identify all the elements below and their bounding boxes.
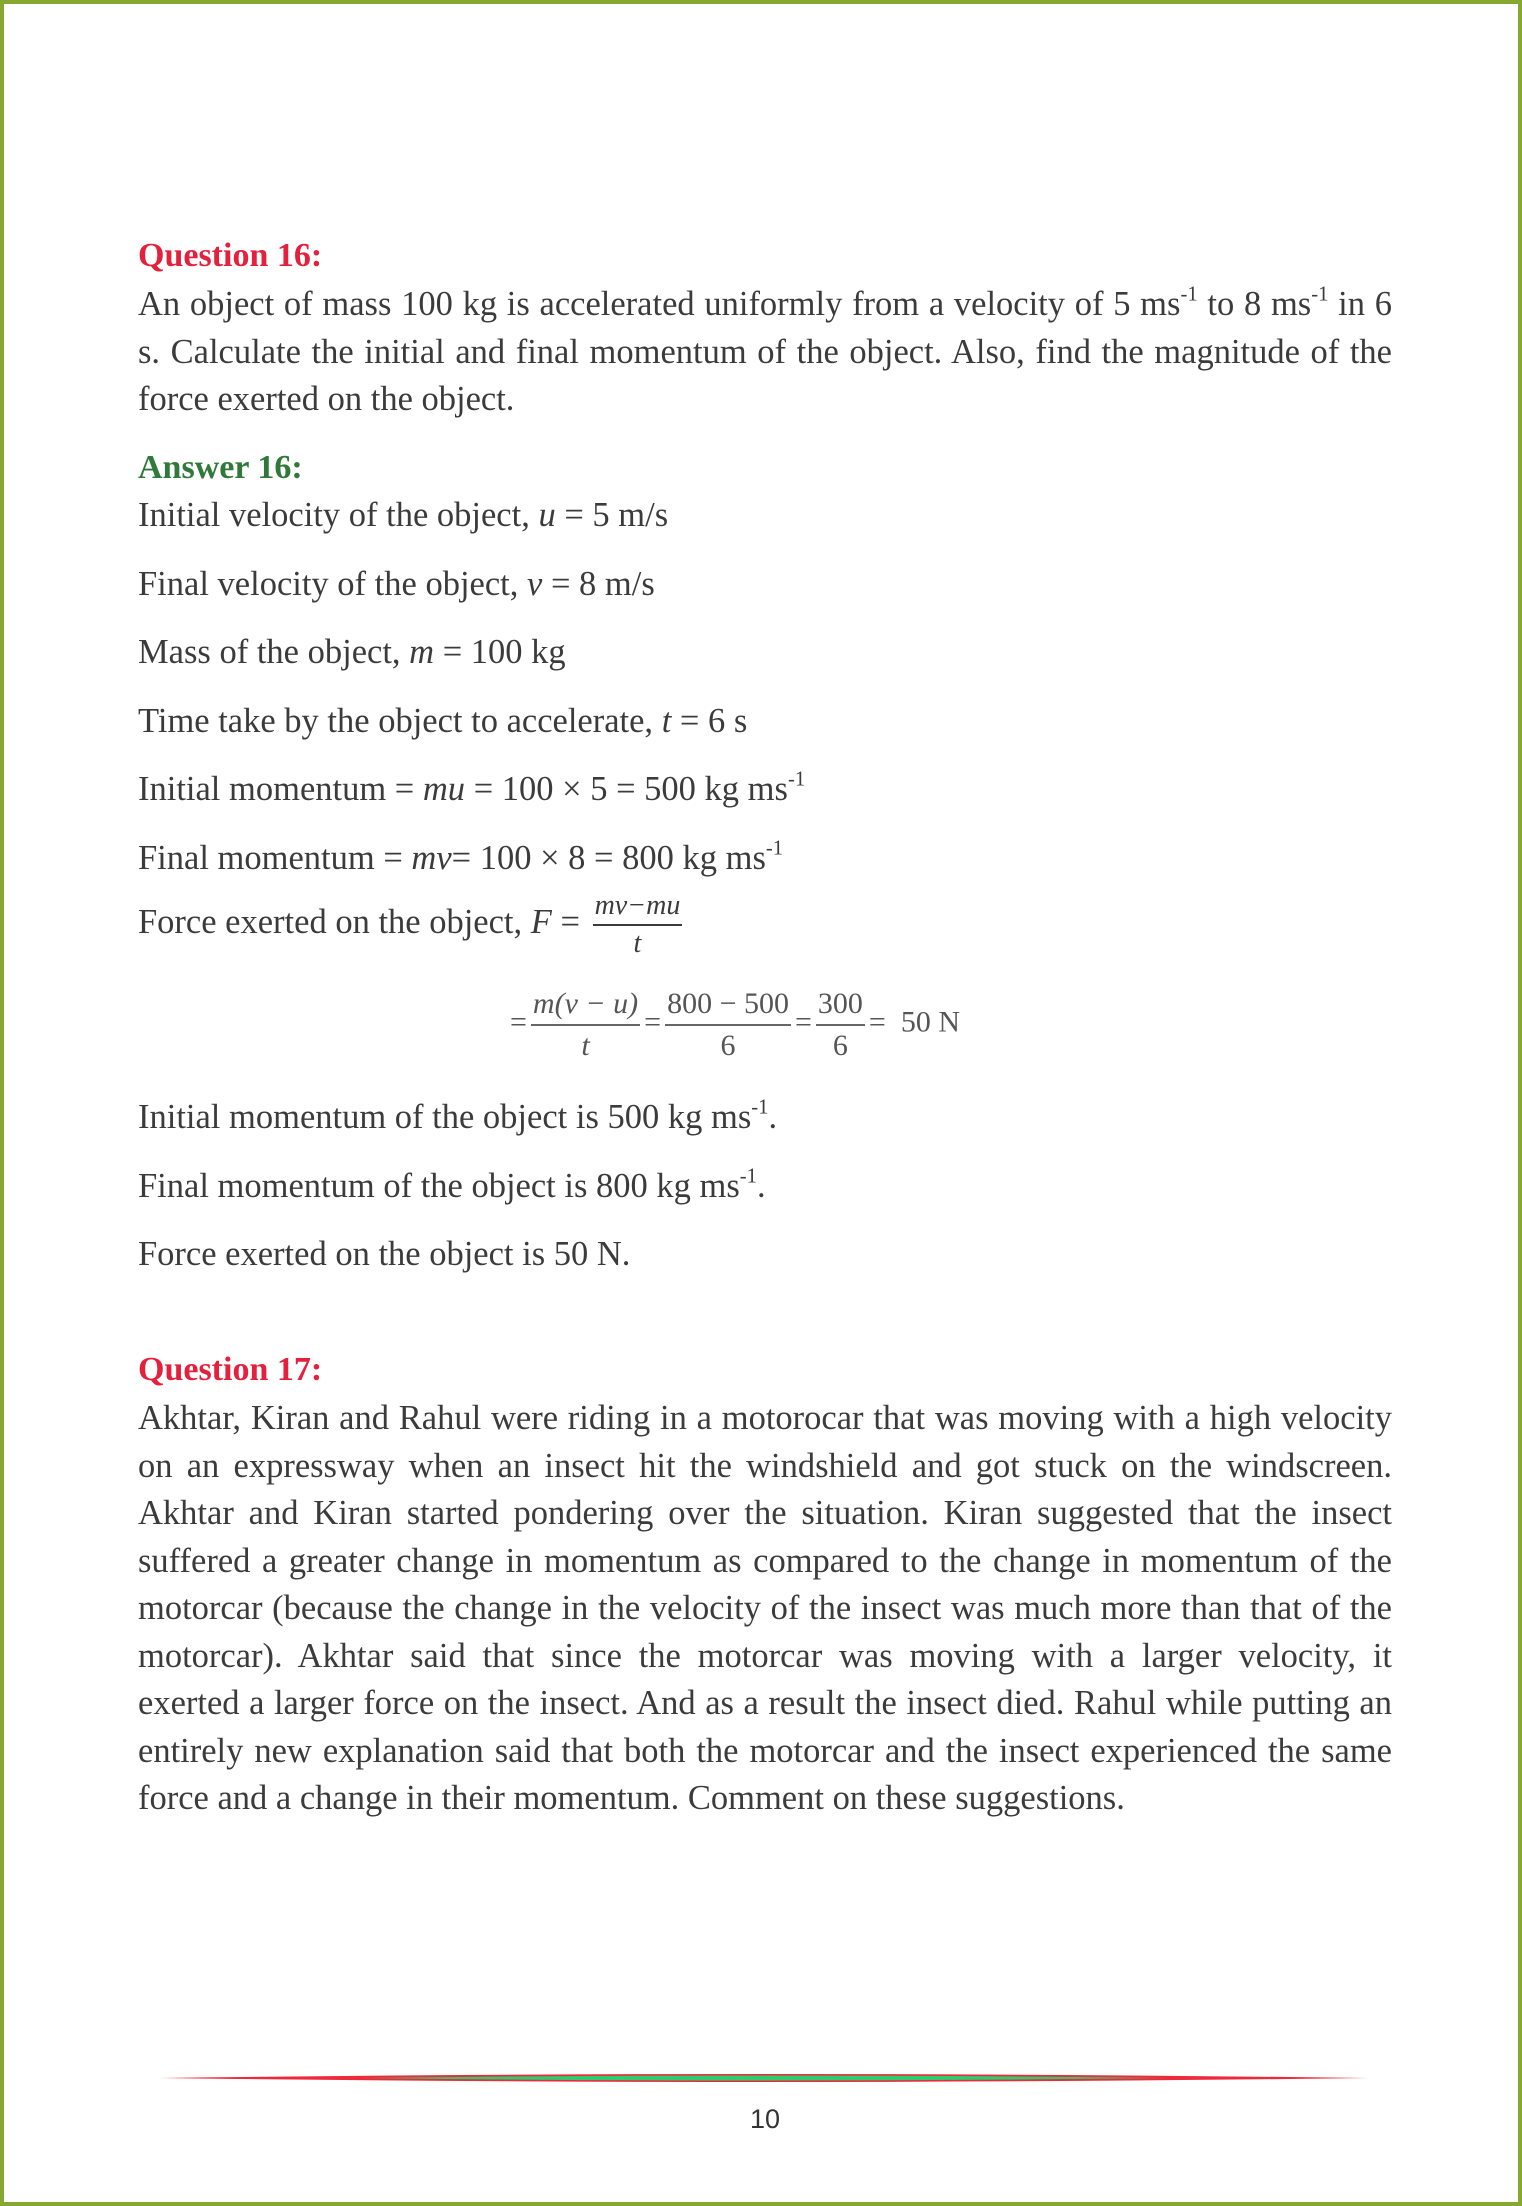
conclusion-initial-momentum — [138, 1096, 777, 1138]
line-label: Initial velocity of the object, — [138, 496, 539, 534]
line-value: = 8 m/s — [542, 565, 655, 603]
equals-sign: = — [644, 1005, 662, 1039]
question-16-heading: Question 16: — [138, 237, 323, 274]
fraction — [665, 984, 791, 1066]
final-velocity-line — [138, 563, 655, 605]
variable: t — [661, 702, 672, 740]
superscript: -1 — [765, 837, 784, 860]
variable: F — [530, 902, 552, 941]
q16-text-part: An object of mass 100 kg is accelerated uniformly from a velocity of 5 ms — [138, 285, 1181, 323]
time-line — [138, 700, 747, 742]
force-calculation — [510, 984, 960, 1066]
fraction-numerator: 300 — [817, 987, 863, 1020]
superscript: -1 — [787, 768, 806, 791]
line-value: = 100 × 5 = 500 kg ms — [465, 770, 788, 808]
footer-divider — [160, 2071, 1368, 2085]
conclusion-final-momentum — [138, 1165, 766, 1207]
equals-sign: = — [868, 1005, 886, 1039]
answer-16-heading: Answer 16: — [138, 449, 303, 486]
variable: mv — [411, 839, 452, 877]
fraction-numerator: 800 − 500 — [667, 987, 789, 1020]
line-value: = 5 m/s — [555, 496, 669, 534]
line-value: = 6 s — [671, 702, 748, 740]
fraction-denominator: 6 — [832, 1028, 848, 1062]
question-17-heading: Question 17: — [138, 1351, 323, 1388]
conclusion-text: Force exerted on the object is 50 N. — [138, 1235, 631, 1273]
q16-text-part: to 8 ms — [1197, 285, 1312, 323]
final-momentum-line — [138, 837, 783, 879]
line-value: = 100 kg — [434, 633, 566, 671]
line-label: Force exerted on the object, — [138, 902, 531, 941]
fraction — [531, 984, 640, 1066]
fraction — [593, 888, 683, 962]
conclusion-text: Initial momentum of the object is 500 kg ms — [138, 1098, 752, 1136]
fraction — [816, 984, 865, 1066]
page-number: 10 — [749, 2104, 781, 2134]
equals-sign: = — [551, 902, 589, 941]
equals-sign: = — [794, 1005, 812, 1039]
question-16-text — [138, 281, 1392, 424]
fraction-numerator: mv−mu — [594, 890, 681, 921]
superscript: -1 — [1180, 283, 1198, 306]
line-value: = 100 × 8 = 800 kg ms — [451, 839, 766, 877]
fraction-numerator: m(v − u) — [532, 987, 639, 1020]
conclusion-force — [138, 1233, 630, 1275]
force-formula — [138, 888, 686, 962]
superscript: -1 — [739, 1165, 758, 1188]
variable: m — [409, 633, 435, 671]
line-label: Mass of the object, — [138, 633, 410, 671]
variable: u — [538, 496, 556, 534]
question-17-text: Akhtar, Kiran and Rahul were riding in a motorocar that was moving with a high velocity on an expressway when an insect hit the windshield and got stuck on the windscreen. Akhtar and Kiran started pondering over the situation. Kiran suggested that the insect suffered a greater change in momentum as compared to the change in momentum of the motorcar (because the change in the velocity of the insect was much more than that of the motorcar). Akhtar said that since the motorcar was moving with a larger velocity, it exerted a larger force on the insect. And as a result the insect died. Rahul while putting an entirely new explanation said that both the motorcar and the insect experienced the same force and a change in their momentum. Comment on these suggestions. — [138, 1399, 1392, 1817]
line-label: Final velocity of the object, — [138, 565, 527, 603]
line-label: Final momentum = — [138, 839, 412, 877]
variable: v — [526, 565, 543, 603]
force-result: 50 N — [900, 1005, 960, 1039]
equals-sign: = — [510, 1005, 527, 1039]
superscript: -1 — [1311, 283, 1329, 306]
fraction-denominator: t — [633, 928, 642, 959]
conclusion-text: Final momentum of the object is 800 kg ms — [138, 1167, 740, 1205]
initial-velocity-line — [138, 494, 668, 536]
variable: mu — [422, 770, 466, 808]
superscript: -1 — [751, 1096, 769, 1119]
q16-text-part: in 6 s. Calculate the initial and final momentum of the object. Also, find the magnitude of the force exerted on the object. — [138, 285, 1392, 418]
initial-momentum-line — [138, 768, 805, 810]
period: . — [757, 1167, 766, 1205]
fraction-denominator: t — [581, 1028, 590, 1062]
line-label: Initial momentum = — [138, 770, 423, 808]
period: . — [768, 1098, 778, 1136]
line-label: Time take by the object to accelerate, — [138, 702, 662, 740]
fraction-denominator: 6 — [720, 1028, 736, 1062]
mass-line — [138, 631, 566, 673]
